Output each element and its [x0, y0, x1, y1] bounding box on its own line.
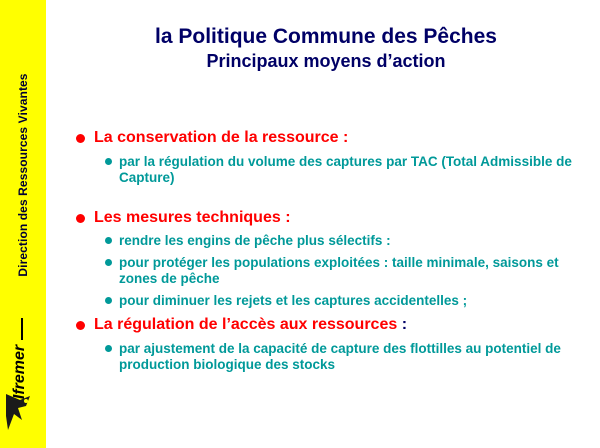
slide-content [66, 128, 586, 373]
item-text: par ajustement de la capacité de capture des flottilles au potentiel de production biologique des stocks [119, 341, 561, 372]
item-text: par la régulation du volume des captures par TAC (Total Admissible de Capture) [119, 154, 572, 185]
item-text: pour protéger les populations exploitées : taille minimale, saisons et zones de pêche [119, 255, 559, 286]
red-bullet-icon [76, 214, 85, 223]
teal-bullet-icon [105, 237, 112, 244]
teal-bullet-icon [105, 345, 112, 352]
red-bullet-icon [76, 134, 85, 143]
teal-bullet-icon [105, 297, 112, 304]
item-text: rendre les engins de pêche plus sélectifs : [119, 233, 391, 248]
teal-bullet-icon [105, 259, 112, 266]
section-heading [66, 208, 586, 228]
list-item [66, 233, 586, 249]
list-item [66, 154, 586, 186]
heading-text: Les mesures techniques : [94, 209, 291, 226]
item-text: pour diminuer les rejets et les captures accidentelles ; [119, 293, 468, 308]
fish-icon [0, 390, 40, 440]
list-item [66, 255, 586, 287]
list-item [66, 293, 586, 309]
ifremer-logo: Ifremer [11, 344, 28, 400]
heading-text: La régulation de l’accès aux ressources [94, 316, 398, 333]
page-subtitle: Principaux moyens d’action [206, 51, 446, 71]
heading-colon: : [401, 316, 408, 333]
sidebar [0, 0, 46, 448]
section-heading [66, 128, 586, 148]
heading-text: La conservation de la ressource : [94, 129, 349, 146]
page-title: la Politique Commune des Pêches [155, 25, 497, 48]
teal-bullet-icon [105, 158, 112, 165]
red-bullet-icon [76, 321, 85, 330]
sidebar-divider [21, 318, 23, 340]
list-item [66, 341, 586, 373]
section-heading [66, 315, 586, 335]
vertical-title: Direction des Ressources Vivantes [16, 73, 30, 277]
